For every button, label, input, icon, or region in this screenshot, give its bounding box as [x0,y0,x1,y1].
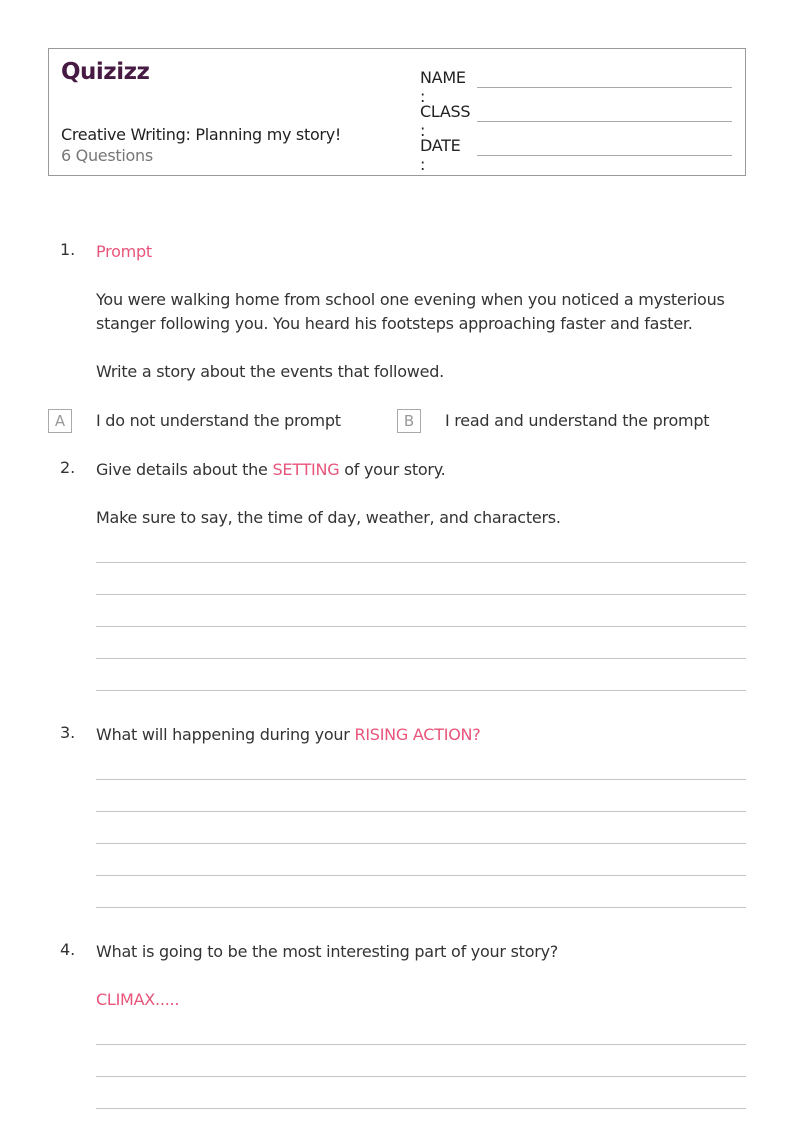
name-line[interactable] [477,87,732,88]
worksheet-header [48,48,746,176]
question-4-number: 4. [60,940,76,959]
answer-line[interactable] [96,1076,746,1077]
answer-line[interactable] [96,1044,746,1045]
question-1-instruction: Write a story about the events that followed. [96,362,444,381]
answer-line[interactable] [96,1108,746,1109]
question-count: 6 Questions [61,146,153,165]
answer-line[interactable] [96,875,746,876]
question-2-text-after: of your story. [339,460,446,479]
question-2-text-before: Give details about the [96,460,273,479]
answer-line[interactable] [96,626,746,627]
question-2-number: 2. [60,458,76,477]
worksheet-title: Creative Writing: Planning my story! [61,125,341,144]
question-1-heading: Prompt [96,242,152,261]
date-label: DATE : [420,136,461,174]
question-3-text [96,723,481,747]
answer-line[interactable] [96,594,746,595]
question-1-number: 1. [60,240,76,259]
answer-line[interactable] [96,907,746,908]
question-2-text [96,458,446,482]
question-3-text-before: What will happening during your [96,725,355,744]
class-line[interactable] [477,121,732,122]
quizizz-logo: Quizizz [61,59,150,85]
question-2-subtext: Make sure to say, the time of day, weather, and characters. [96,508,561,527]
option-a-box[interactable]: A [48,409,72,433]
question-4-highlight: CLIMAX..... [96,990,180,1009]
answer-line[interactable] [96,690,746,691]
question-2-highlight: SETTING [272,460,340,479]
question-3-highlight: RISING ACTION? [354,725,481,744]
date-line[interactable] [477,155,732,156]
name-label: NAME : [420,68,466,106]
answer-line[interactable] [96,843,746,844]
answer-line[interactable] [96,811,746,812]
question-1-body-line-1: You were walking home from school one evening when you noticed a mysterious [96,290,725,309]
option-b-text[interactable]: I read and understand the prompt [445,411,710,430]
answer-line[interactable] [96,779,746,780]
question-3-number: 3. [60,723,76,742]
question-4-text: What is going to be the most interesting part of your story? [96,942,559,961]
option-a-text[interactable]: I do not understand the prompt [96,411,341,430]
question-1-body-line-2: stanger following you. You heard his footsteps approaching faster and faster. [96,314,693,333]
option-b-box[interactable]: B [397,409,421,433]
answer-line[interactable] [96,562,746,563]
class-label: CLASS : [420,102,471,140]
answer-line[interactable] [96,658,746,659]
